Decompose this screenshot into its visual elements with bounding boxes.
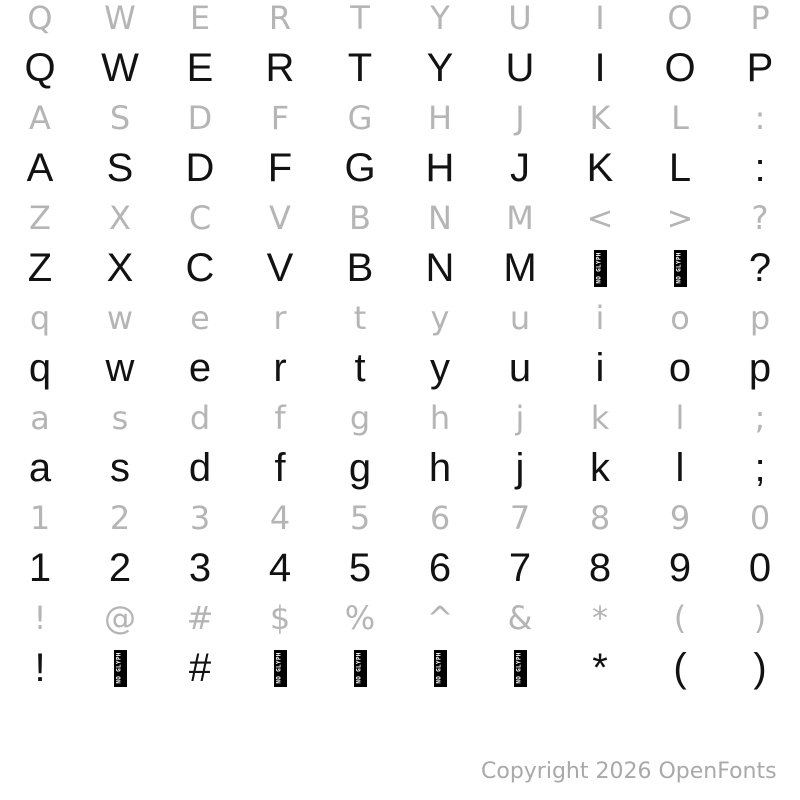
glyph-cell: y [430,299,450,337]
glyph-cell: f [274,399,286,437]
glyph-cell: r [273,299,287,337]
glyph-cell: 9 [668,545,692,590]
glyph-cell: y [430,345,450,390]
glyph-cell [480,643,560,693]
glyph-cell: J [510,145,530,190]
glyph-cell: 6 [428,545,452,590]
glyph-cell: @ [104,599,136,637]
glyph-cell: ? [751,199,769,237]
glyph-cell: u [509,299,531,337]
glyph-row-gray [0,0,800,43]
glyph-row-gray [0,393,800,443]
glyph-cell: i [595,345,605,390]
glyph-cell: ( [673,599,687,637]
glyph-cell: D [187,99,213,137]
glyph-cell: ( [673,645,687,690]
copyright-text: Copyright 2026 OpenFonts [481,759,777,784]
glyph-row-black [0,443,800,493]
glyph-cell: 5 [349,499,371,537]
glyph-cell: P [746,45,774,90]
glyph-cell: s [110,445,130,490]
glyph-cell: Z [27,245,53,290]
missing-glyph-label: NO GLYPH [516,652,523,684]
glyph-cell: 3 [189,499,211,537]
missing-glyph-label: NO GLYPH [116,652,123,684]
glyph-cell: R [268,0,292,37]
glyph-cell: g [349,399,371,437]
glyph-cell: # [186,599,214,637]
glyph-cell: 3 [188,545,212,590]
glyph-cell: d [188,445,212,490]
glyph-cell: K [589,99,611,137]
glyph-cell: U [505,45,535,90]
glyph-cell: : [754,99,766,137]
glyph-cell: L [668,145,692,190]
glyph-cell: I [595,0,605,37]
glyph-cell [80,643,160,693]
missing-glyph-box [274,650,287,687]
glyph-cell: t [354,345,366,390]
glyph-cell: g [348,445,372,490]
glyph-cell: T [350,0,370,37]
glyph-cell: J [515,99,525,137]
glyph-cell: ) [753,645,767,690]
glyph-row-black [0,143,800,193]
missing-glyph-label: NO GLYPH [676,252,683,284]
missing-glyph-box [674,250,687,287]
missing-glyph-box [594,250,607,287]
glyph-cell: k [590,399,610,437]
glyph-cell: f [274,445,286,490]
glyph-cell: 7 [508,545,532,590]
glyph-cell: S [109,99,131,137]
glyph-cell: O [667,0,693,37]
glyph-cell: V [266,245,294,290]
glyph-cell: i [595,299,605,337]
glyph-cell: $ [269,599,291,637]
glyph-cell: 2 [108,545,132,590]
glyph-cell: E [189,0,211,37]
glyph-cell [240,643,320,693]
glyph-cell: ; [754,445,766,490]
glyph-cell: < [586,199,614,237]
glyph-cell: T [347,45,373,90]
glyph-cell: Z [29,199,51,237]
glyph-cell: 1 [28,545,52,590]
glyph-cell: & [507,599,533,637]
glyph-cell: l [675,399,685,437]
glyph-row-gray [0,593,800,643]
glyph-cell: 5 [348,545,372,590]
glyph-cell [560,243,640,293]
glyph-cell: G [347,99,373,137]
glyph-cell: h [428,445,452,490]
glyph-cell: I [594,45,606,90]
glyph-cell: : [754,145,766,190]
glyph-cell: r [273,345,287,390]
glyph-cell: P [750,0,770,37]
glyph-cell: A [29,99,51,137]
missing-glyph-box [114,650,127,687]
glyph-cell: 8 [588,545,612,590]
glyph-cell: d [189,399,211,437]
glyph-cell: 0 [748,545,772,590]
glyph-row-black [0,543,800,593]
glyph-cell: 4 [269,499,291,537]
glyph-row-black [0,43,800,93]
glyph-cell: ! [33,599,47,637]
glyph-cell: B [346,245,374,290]
missing-glyph-label: NO GLYPH [276,652,283,684]
glyph-cell: M [503,245,537,290]
glyph-cell: D [185,145,215,190]
missing-glyph-label: NO GLYPH [436,652,443,684]
glyph-cell [640,243,720,293]
glyph-cell: 1 [29,499,51,537]
glyph-cell: 6 [429,499,451,537]
glyph-cell: o [668,345,692,390]
glyph-cell: 8 [589,499,611,537]
glyph-cell: C [185,245,215,290]
glyph-row-gray [0,93,800,143]
missing-glyph-box [354,650,367,687]
glyph-cell: u [508,345,532,390]
glyph-cell: C [188,199,212,237]
glyph-cell: A [26,145,54,190]
glyph-cell: X [109,199,131,237]
missing-glyph-box [514,650,527,687]
missing-glyph-box [434,650,447,687]
glyph-cell: W [101,45,139,90]
glyph-cell: Q [24,45,56,90]
glyph-cell: L [671,99,689,137]
glyph-cell: G [344,145,376,190]
glyph-cell: a [30,399,50,437]
glyph-cell: s [111,399,129,437]
glyph-cell: ; [754,399,766,437]
glyph-cell: R [265,45,295,90]
glyph-cell: W [104,0,136,37]
glyph-cell: # [188,645,212,690]
glyph-cell: F [267,145,293,190]
glyph-cell: j [515,399,525,437]
glyph-cell: E [186,45,214,90]
glyph-cell: 7 [509,499,531,537]
glyph-cell: K [586,145,614,190]
glyph-cell: ? [748,245,772,290]
glyph-cell: e [190,299,210,337]
glyph-cell: % [344,599,376,637]
glyph-cell: N [428,199,452,237]
glyph-cell: F [270,99,290,137]
glyph-row-gray [0,293,800,343]
glyph-cell: * [592,599,608,637]
glyph-cell: j [515,445,525,490]
glyph-cell: ! [34,645,46,690]
glyph-cell: Q [27,0,53,37]
glyph-cell: 0 [749,499,771,537]
glyph-cell: k [590,445,610,490]
glyph-cell: H [427,99,453,137]
glyph-cell: > [666,199,694,237]
glyph-row-black [0,343,800,393]
glyph-row-gray [0,193,800,243]
missing-glyph-label: NO GLYPH [356,652,363,684]
glyph-cell: ) [753,599,767,637]
glyph-cell: V [269,199,291,237]
glyph-cell: H [425,145,455,190]
glyph-cell: O [664,45,696,90]
glyph-cell: w [105,345,135,390]
glyph-cell: 4 [268,545,292,590]
glyph-cell: t [353,299,367,337]
glyph-cell: M [506,199,534,237]
glyph-cell: a [28,445,52,490]
glyph-cell: 9 [669,499,691,537]
glyph-row-black [0,643,800,693]
glyph-cell: ^ [426,599,454,637]
glyph-cell: B [349,199,371,237]
glyph-cell: p [748,345,772,390]
missing-glyph-label: NO GLYPH [596,252,603,284]
glyph-cell [320,643,400,693]
glyph-cell: q [28,345,52,390]
glyph-cell: l [675,445,685,490]
glyph-cell: Y [426,45,454,90]
glyph-row-gray [0,493,800,543]
glyph-cell: h [429,399,451,437]
glyph-cell: U [508,0,532,37]
glyph-cell: * [592,645,608,690]
glyph-cell: w [106,299,134,337]
glyph-cell [400,643,480,693]
glyph-cell: X [106,245,134,290]
glyph-cell: Y [430,0,450,37]
glyph-cell: q [29,299,51,337]
glyph-cell: 2 [109,499,131,537]
glyph-cell: N [425,245,455,290]
glyph-cell: o [670,299,690,337]
glyph-row-black [0,243,800,293]
glyph-cell: S [106,145,134,190]
glyph-cell: p [749,299,771,337]
glyph-cell: e [188,345,212,390]
